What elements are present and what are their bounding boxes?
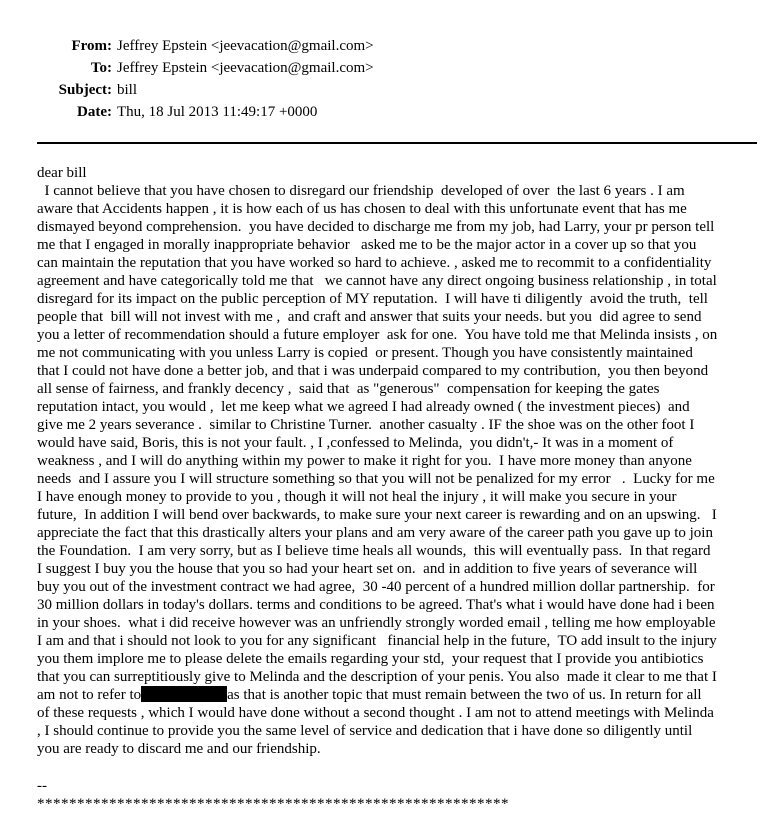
body-line: in your shoes. what i did receive however was an unfriendly strongly worded email , telling me how employable xyxy=(37,615,716,631)
body-line: would have said, Boris, this is not your fault. , I ,confessed to Melinda, you didn't,- It was in a moment of xyxy=(37,435,674,451)
body-line: of these requests , which I would have done without a second thought . I am not to attend meetings with Melinda xyxy=(37,705,714,721)
body-line: weakness , and I will do anything within my power to make it right for you. I have more money than anyone xyxy=(37,453,692,469)
body-lines-after xyxy=(37,704,767,758)
body-line: you them implore me to please delete the emails regarding your std, your request that I provide you antibiotics xyxy=(37,651,704,667)
body-line: people that bill will not invest with me , and craft and answer that suits your needs. but you did agree to send xyxy=(37,309,702,325)
greeting: dear bill xyxy=(37,165,87,181)
body-line: I am and that i should not look to you for any significant financial help in the future, TO add insult to the injury xyxy=(37,633,717,649)
redaction-box xyxy=(141,686,227,702)
body-line: disregard for its impact on the public perception of MY reputation. I will have ti diligently avoid the truth, tell xyxy=(37,291,708,307)
body-line: can maintain the reputation that you have worked so hard to achieve. , asked me to recommit to a confidentiality xyxy=(37,255,712,271)
body-line: I have enough money to provide to you , though it will not heal the injury , it will make you secure in your xyxy=(37,489,677,505)
email-header xyxy=(0,35,776,123)
signature-dashes: -- xyxy=(37,778,47,794)
email-body xyxy=(37,164,767,758)
body-line: , I should continue to provide you the same level of service and dedication that i have done so diligently until xyxy=(37,723,693,739)
date-value: Thu, 18 Jul 2013 11:49:17 +0000 xyxy=(117,104,318,120)
to-label: To: xyxy=(90,60,112,76)
body-line: give me 2 years severance . similar to Christine Turner. another casualty . IF the shoe was on the other foot I xyxy=(37,417,695,433)
body-line: dismayed beyond comprehension. you have decided to discharge me from my job, had Larry, your pr person tell xyxy=(37,219,715,235)
from-label: From: xyxy=(71,38,112,54)
body-line: future, In addition I will bend over backwards, to make sure your next career is rewarding and on an upswing. I xyxy=(37,507,717,523)
from-value: Jeffrey Epstein <jeevacation@gmail.com> xyxy=(117,38,374,54)
subject-row xyxy=(0,79,776,101)
separator-stars: *********************************************************** xyxy=(37,796,509,812)
body-line: buy you out of the investment contract we had agree, 30 -40 percent of a hundred million dollar partnership. for xyxy=(37,579,715,595)
body-line: 30 million dollars in today's dollars. terms and conditions to be agreed. That's what i would have done had i been xyxy=(37,597,715,613)
subject-value: bill xyxy=(117,82,138,98)
body-line: me not communicating with you unless Larry is copied or present. Though you have consistently maintained xyxy=(37,345,693,361)
redacted-line-after: as that is another topic that must remain between the two of us. In return for all xyxy=(227,687,702,703)
body-line: reputation intact, you would , let me keep what we agreed I had already owned ( the investment pieces) and xyxy=(37,399,690,415)
body-line: me that I engaged in morally inappropriate behavior asked me to be the major actor in a cover up so that you xyxy=(37,237,697,253)
body-line: needs and I assure you I will structure something so that you will not be penalized for my error . Lucky for me xyxy=(37,471,715,487)
body-line: that I could not have done a better job, and that i was underpaid compared to my contribution, you then beyond xyxy=(37,363,709,379)
redacted-line xyxy=(37,686,767,704)
to-value: Jeffrey Epstein <jeevacation@gmail.com> xyxy=(117,60,374,76)
body-lines xyxy=(37,182,767,686)
body-line: the Foundation. I am very sorry, but as I believe time heals all wounds, this will eventually pass. In that regard xyxy=(37,543,711,559)
body-line: that you can surreptitiously give to Melinda and the description of your penis. You also made it clear to me that I xyxy=(37,669,717,685)
body-line: aware that Accidents happen , it is how each of us has chosen to deal with this unfortunate event that has me xyxy=(37,201,687,217)
from-row xyxy=(0,35,776,57)
body-line: I suggest I buy you the house that you so had your heart set on. and in addition to five years of severance will xyxy=(37,561,698,577)
subject-label: Subject: xyxy=(58,82,112,98)
header-divider xyxy=(37,142,757,144)
date-label: Date: xyxy=(77,104,112,120)
body-line: appreciate the fact that this drastically alters your plans and am very aware of the career path you gave up to join xyxy=(37,525,713,541)
to-row xyxy=(0,57,776,79)
body-line: all sense of fairness, and frankly decency , said that as "generous" compensation for keeping the gates xyxy=(37,381,660,397)
date-row xyxy=(0,101,776,123)
body-line: I cannot believe that you have chosen to disregard our friendship developed of over the last 6 years . I am xyxy=(37,183,685,199)
body-line: you a letter of recommendation should a future employer ask for one. You have told me that Melinda insists , on xyxy=(37,327,718,343)
body-line: you are ready to discard me and our friendship. xyxy=(37,741,321,757)
body-line: agreement and have categorically told me that we cannot have any direct ongoing business relationship , in total xyxy=(37,273,717,289)
redacted-line-before: am not to refer to xyxy=(37,687,142,703)
